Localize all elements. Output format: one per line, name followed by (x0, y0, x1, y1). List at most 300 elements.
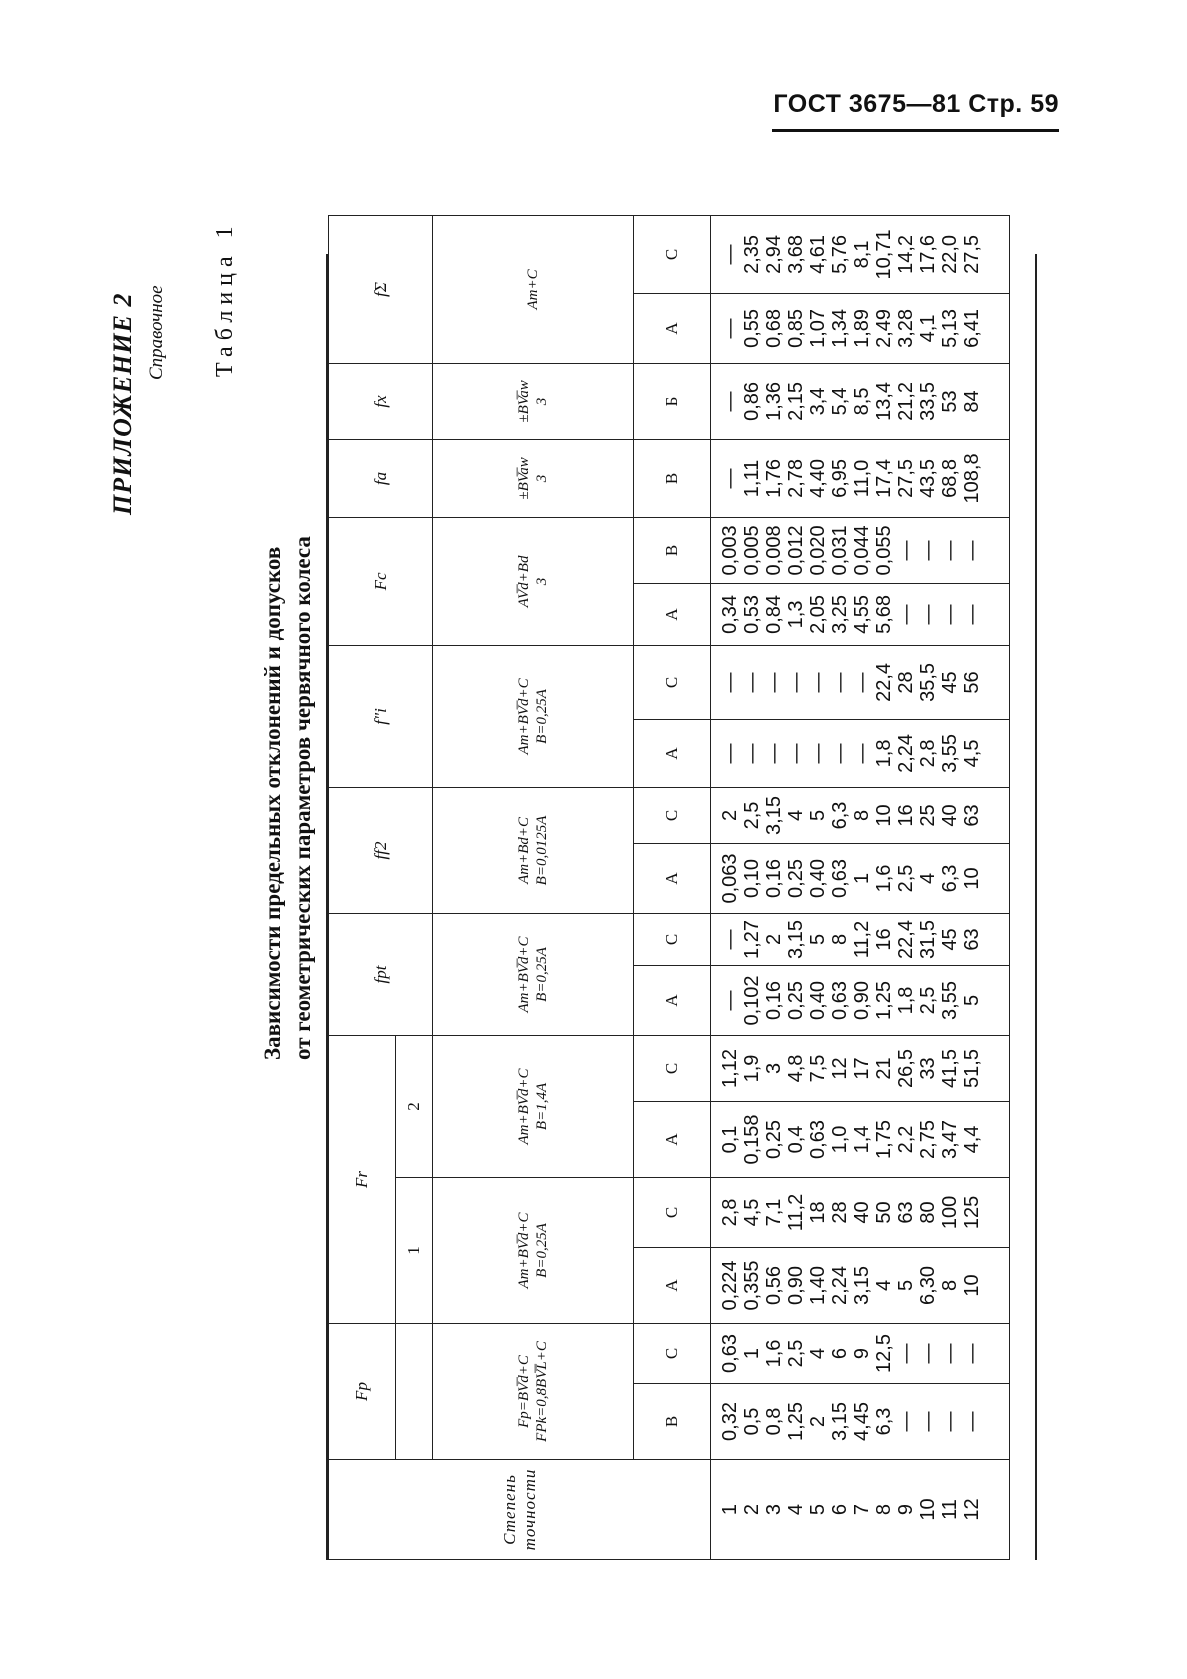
data-value: 0,90 (851, 981, 873, 1020)
data-value: 16 (895, 804, 917, 827)
data-value: 0,40 (807, 981, 829, 1020)
data-value: 4 (785, 809, 807, 822)
data-value: 4 (807, 1347, 829, 1360)
data-value: 4 (873, 1279, 895, 1292)
formula-fc: AV͞d+Bd 3 (433, 517, 634, 645)
grade-value: 4 (785, 1503, 807, 1516)
data-value: 45 (939, 928, 961, 951)
data-value: — (719, 391, 741, 412)
data-value: 8,1 (851, 240, 873, 269)
data-column (711, 1035, 1010, 1101)
formula-fr1: Am+BV͞d+C B=0,25A (433, 1177, 634, 1323)
data-value: 0,044 (851, 525, 873, 576)
data-value: — (807, 743, 829, 764)
data-value: — (829, 672, 851, 693)
formula-row (433, 215, 634, 1559)
data-value: 1,6 (763, 1339, 785, 1368)
data-value: 0,1 (719, 1125, 741, 1154)
grade-value: 10 (917, 1498, 939, 1521)
data-column (711, 1247, 1010, 1323)
data-value: 1,6 (873, 864, 895, 893)
column-letter: А (634, 583, 711, 645)
data-value: 1,11 (741, 459, 763, 498)
column-letter: А (634, 965, 711, 1035)
data-value: 1,9 (741, 1054, 763, 1083)
data-value: 3,15 (829, 1402, 851, 1441)
data-value: 13,4 (873, 381, 895, 421)
data-value: 0,55 (741, 308, 763, 348)
data-value: 5 (807, 809, 829, 822)
formula-fr2: Am+BV͞d+C B=1,4A (433, 1035, 634, 1177)
data-column (711, 719, 1010, 787)
data-value: 0,85 (785, 308, 807, 348)
data-value: — (939, 1411, 961, 1432)
formula-fp: Fp=BV͞d+C FPk=0,8BV͞L+C (433, 1323, 634, 1459)
data-value: 8,5 (851, 387, 873, 416)
data-value: — (807, 672, 829, 693)
data-value: 0,25 (763, 1120, 785, 1159)
fr-sub-1: 1 (396, 1177, 433, 1323)
data-column (711, 363, 1010, 439)
data-value: 2,24 (895, 733, 917, 773)
data-value: 33 (917, 1057, 939, 1080)
data-value: 63 (961, 928, 983, 951)
data-value: — (719, 743, 741, 764)
data-value: — (961, 1343, 983, 1364)
data-value: 0,8 (763, 1407, 785, 1436)
data-value: — (961, 540, 983, 561)
data-value: 1,36 (763, 381, 785, 421)
data-value: 108,8 (961, 453, 983, 504)
data-value: 1,75 (873, 1120, 895, 1159)
column-letter: А (634, 1247, 711, 1323)
data-value: — (895, 604, 917, 625)
data-value: 4,5 (961, 739, 983, 768)
data-value: — (719, 318, 741, 339)
data-value: 63 (895, 1201, 917, 1224)
data-value: 63 (961, 804, 983, 827)
symbol-fa: fa (329, 439, 433, 517)
fp-blank (396, 1323, 433, 1459)
data-row (711, 215, 1010, 1559)
data-value: 2,2 (895, 1125, 917, 1154)
data-value: 2,24 (829, 1266, 851, 1305)
column-letter: С (634, 913, 711, 965)
symbol-fc: Fc (329, 517, 433, 645)
data-value: 2 (719, 809, 741, 822)
data-value: — (851, 672, 873, 693)
data-value: 12 (829, 1057, 851, 1080)
data-value: 0,008 (763, 525, 785, 576)
data-value: 0,40 (807, 859, 829, 898)
data-value: 2,78 (785, 458, 807, 498)
data-value: 3,25 (829, 594, 851, 634)
data-value: 28 (895, 671, 917, 694)
data-value: 2,49 (873, 308, 895, 348)
data-value: 0,005 (741, 525, 763, 576)
data-value: 50 (873, 1201, 895, 1224)
data-value: 0,158 (741, 1114, 763, 1165)
data-value: 1,25 (785, 1402, 807, 1441)
data-value: — (719, 672, 741, 693)
grade-header-cell: Степень точности (329, 1460, 711, 1560)
column-letter: В (634, 517, 711, 583)
data-value: — (763, 743, 785, 764)
data-value: 2,94 (763, 234, 785, 274)
column-letter: А (634, 843, 711, 913)
data-value: 17,6 (917, 234, 939, 274)
data-value: 27,5 (895, 458, 917, 498)
symbol-fpt: fpt (329, 913, 433, 1035)
grade-value: 7 (851, 1503, 873, 1516)
data-value: 1,8 (895, 986, 917, 1015)
data-value: 16 (873, 928, 895, 951)
grade-value: 3 (763, 1503, 785, 1516)
data-value: 35,5 (917, 662, 939, 702)
data-value: 0,68 (763, 308, 785, 348)
data-value: 3 (763, 1062, 785, 1075)
data-value: 8 (939, 1279, 961, 1292)
data-value: 33,5 (917, 381, 939, 421)
data-value: 0,56 (763, 1266, 785, 1305)
data-value: — (851, 743, 873, 764)
data-value: 27,5 (961, 234, 983, 274)
data-value: 51,5 (961, 1049, 983, 1088)
data-value: 6 (829, 1347, 851, 1360)
data-value: — (719, 990, 741, 1011)
data-column (711, 645, 1010, 719)
data-value: 0,355 (741, 1260, 763, 1311)
data-value: 0,53 (741, 594, 763, 634)
data-value: 5 (895, 1279, 917, 1292)
column-letter: В (634, 439, 711, 517)
data-value: — (917, 604, 939, 625)
data-value: 5,68 (873, 594, 895, 634)
data-value: 0,25 (785, 859, 807, 898)
data-value: 40 (851, 1201, 873, 1224)
column-letter: С (634, 215, 711, 293)
data-column (711, 293, 1010, 363)
formula-fs: Am+C (433, 215, 634, 363)
data-value: 4,55 (851, 594, 873, 634)
tolerance-table (328, 215, 1010, 1560)
data-value: 9 (851, 1347, 873, 1360)
data-value: 0,10 (741, 859, 763, 898)
data-value: — (961, 604, 983, 625)
data-value: 4,40 (807, 458, 829, 498)
data-value: 2,5 (895, 864, 917, 893)
data-value: 3,68 (785, 234, 807, 274)
data-value: — (917, 540, 939, 561)
grade-value: 11 (939, 1499, 961, 1520)
data-value: 3,47 (939, 1120, 961, 1159)
data-value: 0,063 (719, 853, 741, 904)
data-value: — (917, 1411, 939, 1432)
symbol-fi: f"i (329, 645, 433, 787)
data-value: 5 (961, 994, 983, 1007)
data-value: 3,15 (763, 796, 785, 835)
data-value: 2,15 (785, 381, 807, 421)
data-value: — (895, 1411, 917, 1432)
data-value: — (895, 1343, 917, 1364)
column-letter: С (634, 1177, 711, 1247)
data-value: 1 (741, 1347, 763, 1360)
data-value: 84 (961, 390, 983, 413)
data-value: 0,102 (741, 975, 763, 1026)
data-value: 1,27 (741, 920, 763, 959)
data-column (711, 1101, 1010, 1177)
data-value: 0,031 (829, 525, 851, 576)
data-column (711, 439, 1010, 517)
data-value: 56 (961, 671, 983, 694)
data-value: 3,15 (785, 920, 807, 959)
data-column (711, 1323, 1010, 1383)
data-column (711, 1177, 1010, 1247)
data-value: 4,8 (785, 1054, 807, 1083)
data-column (711, 583, 1010, 645)
data-value: 10 (961, 867, 983, 890)
data-value: — (741, 672, 763, 693)
data-value: 7,5 (807, 1054, 829, 1083)
data-value: 4 (917, 872, 939, 885)
data-value: 5,13 (939, 308, 961, 348)
data-value: 1,76 (763, 458, 785, 498)
data-value: 22,4 (873, 662, 895, 702)
data-value: 1,8 (873, 739, 895, 768)
data-value: 41,5 (939, 1049, 961, 1088)
data-value: 28 (829, 1201, 851, 1224)
data-value: 68,8 (939, 458, 961, 498)
data-column (711, 913, 1010, 965)
data-value: 125 (961, 1195, 983, 1230)
formula-fpt: Am+BV͞d+C B=0,25A (433, 913, 634, 1035)
data-value: 40 (939, 804, 961, 827)
data-value: 2,05 (807, 594, 829, 634)
data-value: — (763, 672, 785, 693)
data-value: — (961, 1411, 983, 1432)
data-column (711, 843, 1010, 913)
symbol-row (329, 215, 396, 1559)
data-column (711, 517, 1010, 583)
data-value: 2,75 (917, 1120, 939, 1159)
data-value: 2,8 (917, 739, 939, 768)
appendix-subtitle: Справочное (146, 285, 167, 380)
data-value: — (895, 540, 917, 561)
data-value: 0,055 (873, 525, 895, 576)
gost-page-header: ГОСТ 3675—81 Стр. 59 (773, 90, 1059, 118)
data-value: 2,5 (785, 1339, 807, 1368)
grade-value: 9 (895, 1503, 917, 1516)
data-value: 2,35 (741, 234, 763, 274)
data-value: 18 (807, 1201, 829, 1224)
data-value: 1,4 (851, 1125, 873, 1154)
formula-ff2: Am+Bd+C B=0,0125A (433, 787, 634, 913)
data-value: — (829, 743, 851, 764)
grade-value: 12 (961, 1498, 983, 1521)
data-value: 45 (939, 671, 961, 694)
data-value: 6,3 (829, 801, 851, 830)
grade-value: 6 (829, 1503, 851, 1516)
data-value: 6,95 (829, 458, 851, 498)
data-value: 0,84 (763, 594, 785, 634)
data-value: 0,86 (741, 381, 763, 421)
column-letter: С (634, 645, 711, 719)
grade-value: 1 (719, 1503, 741, 1516)
column-letter: С (634, 1035, 711, 1101)
data-value: 22,0 (939, 234, 961, 274)
data-value: 17,4 (873, 458, 895, 498)
data-value: 3,28 (895, 308, 917, 348)
data-value: 31,5 (917, 920, 939, 959)
data-value: 4,4 (961, 1125, 983, 1154)
data-value: 11,0 (851, 459, 873, 498)
data-value: — (939, 540, 961, 561)
data-value: — (785, 743, 807, 764)
data-value: 0,90 (785, 1266, 807, 1305)
data-value: 1,40 (807, 1266, 829, 1305)
grade-value: 5 (807, 1503, 829, 1516)
data-value: 6,3 (873, 1407, 895, 1436)
data-column (711, 787, 1010, 843)
appendix-title: ПРИЛОЖЕНИЕ 2 (108, 292, 137, 515)
data-value: 6,41 (961, 308, 983, 348)
symbol-fp: Fp (329, 1323, 396, 1459)
letter-row (634, 215, 711, 1559)
data-value: 4,61 (807, 234, 829, 274)
data-value: 2,5 (917, 986, 939, 1015)
formula-fa: ±BV͞aw 3 (433, 439, 634, 517)
data-value: 22,4 (895, 920, 917, 959)
table-caption-line1: Зависимости предельных отклонений и допусков (260, 546, 285, 1060)
data-value: 0,63 (829, 859, 851, 898)
data-value: — (719, 929, 741, 950)
data-value: 1 (851, 872, 873, 885)
data-value: 4,45 (851, 1402, 873, 1441)
data-value: — (785, 672, 807, 693)
data-value: 0,003 (719, 525, 741, 576)
column-letter: А (634, 719, 711, 787)
data-value: 21 (873, 1057, 895, 1080)
data-value: 1,3 (785, 600, 807, 629)
data-value: 10,71 (873, 229, 895, 280)
data-value: — (917, 1343, 939, 1364)
formula-fi: Am+BV͞d+C B=0,25A (433, 645, 634, 787)
table-bottom-border (1035, 254, 1037, 1560)
data-value: 1,0 (829, 1125, 851, 1154)
data-value: 2 (807, 1415, 829, 1428)
data-value: 6,3 (939, 864, 961, 893)
data-value: 11,2 (785, 1193, 807, 1232)
column-letter: А (634, 1101, 711, 1177)
data-value: 0,224 (719, 1260, 741, 1311)
data-value: 10 (873, 804, 895, 827)
data-value: 2,5 (741, 801, 763, 830)
data-value: 1,25 (873, 981, 895, 1020)
data-value: 3,4 (807, 387, 829, 416)
data-value: 25 (917, 804, 939, 827)
data-value: 12,5 (873, 1334, 895, 1373)
data-value: 1,07 (807, 308, 829, 348)
data-value: 1,34 (829, 308, 851, 348)
data-value: 0,63 (719, 1334, 741, 1373)
data-value: 1,89 (851, 308, 873, 348)
data-value: 5 (807, 933, 829, 946)
data-column (711, 215, 1010, 293)
data-value: 2,8 (719, 1198, 741, 1227)
data-value: 0,16 (763, 859, 785, 898)
data-column (711, 965, 1010, 1035)
data-value: 53 (939, 390, 961, 413)
data-value: 0,34 (719, 594, 741, 634)
formula-fx: ±BV͞aw 3 (433, 363, 634, 439)
data-value: 0,25 (785, 981, 807, 1020)
data-value: 0,32 (719, 1402, 741, 1441)
symbol-ff2: ff2 (329, 787, 433, 913)
data-value: 8 (829, 933, 851, 946)
data-value: 2 (763, 933, 785, 946)
symbol-fs: fΣ (329, 215, 433, 363)
data-value: 17 (851, 1057, 873, 1080)
data-value: — (719, 244, 741, 265)
data-value: 0,63 (829, 981, 851, 1020)
data-value: 8 (851, 809, 873, 822)
table-caption-line2: от геометрических параметров червячного колеса (290, 536, 315, 1060)
data-value: 0,16 (763, 981, 785, 1020)
header-rule (772, 129, 1059, 132)
column-letter: В (634, 1384, 711, 1460)
data-value: 11,2 (851, 920, 873, 959)
data-value: 0,5 (741, 1407, 763, 1436)
data-value: 5,76 (829, 234, 851, 274)
data-value: 14,2 (895, 234, 917, 274)
grade-values-cell (711, 1460, 1010, 1560)
data-value: 6,30 (917, 1266, 939, 1305)
data-value: 4,1 (917, 314, 939, 343)
data-value: 3,55 (939, 733, 961, 773)
symbol-fx: fx (329, 363, 433, 439)
data-value: 100 (939, 1195, 961, 1230)
data-value: 3,55 (939, 981, 961, 1020)
data-value: 43,5 (917, 458, 939, 498)
data-value: 0,012 (785, 525, 807, 576)
column-letter: С (634, 787, 711, 843)
data-value: 5,4 (829, 387, 851, 416)
symbol-fr: Fr (329, 1035, 396, 1323)
data-value: 0,020 (807, 525, 829, 576)
data-value: 1,12 (719, 1049, 741, 1088)
data-value: 0,63 (807, 1120, 829, 1159)
table-label: Таблица 1 (212, 220, 238, 377)
data-value: — (741, 743, 763, 764)
grade-value: 8 (873, 1503, 895, 1516)
data-value: 7,1 (763, 1198, 785, 1227)
fr-sub-2: 2 (396, 1035, 433, 1177)
data-value: 21,2 (895, 381, 917, 421)
column-letter: А (634, 293, 711, 363)
data-value: 26,5 (895, 1049, 917, 1088)
data-column (711, 1384, 1010, 1460)
data-value: 10 (961, 1274, 983, 1297)
data-value: — (939, 1343, 961, 1364)
column-letter: С (634, 1323, 711, 1383)
data-value: 3,15 (851, 1266, 873, 1305)
grade-value: 2 (741, 1503, 763, 1516)
rotated-table-block (100, 160, 1020, 1560)
data-value: 4,5 (741, 1198, 763, 1227)
data-value: — (939, 604, 961, 625)
column-letter: Б (634, 363, 711, 439)
data-value: 0,4 (785, 1125, 807, 1154)
